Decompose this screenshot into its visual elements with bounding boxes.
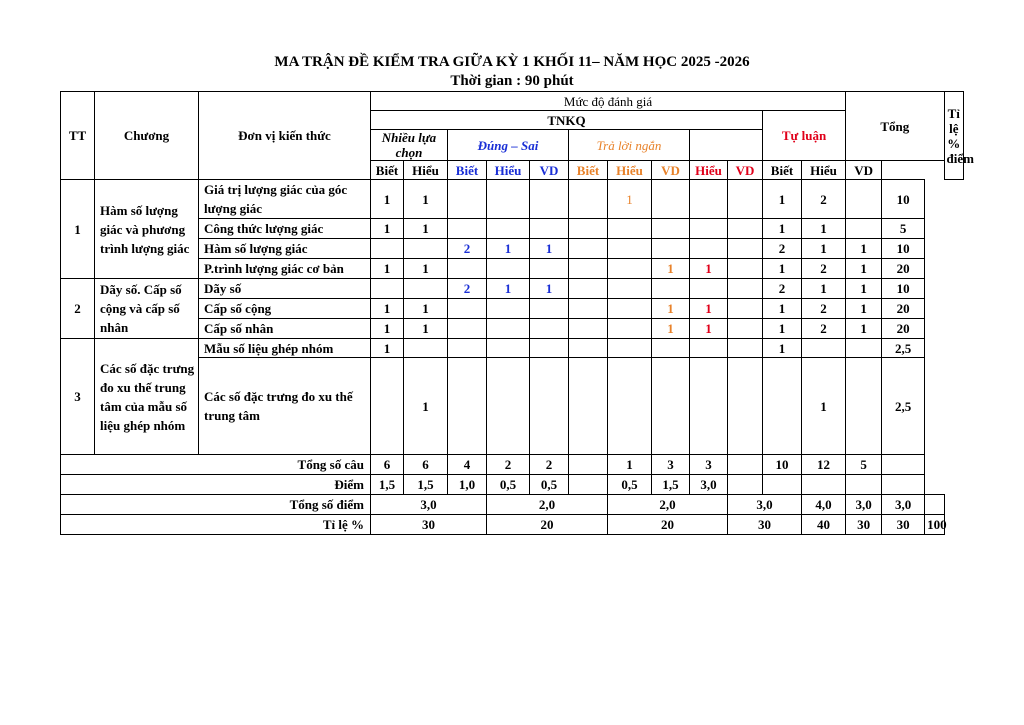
cell: 1 xyxy=(802,219,846,239)
cell xyxy=(569,358,608,455)
cell: 1 xyxy=(371,299,404,319)
cell xyxy=(608,339,652,358)
header-tu-luan: Tự luận xyxy=(763,111,846,161)
cell: 3 xyxy=(690,455,728,475)
cell xyxy=(802,339,846,358)
header-vd: VD xyxy=(530,161,569,180)
cell xyxy=(530,219,569,239)
cell: 2 xyxy=(802,299,846,319)
cell xyxy=(569,279,608,299)
cell: 2 xyxy=(763,239,802,259)
cell xyxy=(530,339,569,358)
cell: 1 xyxy=(846,259,882,279)
cell: 2,0 xyxy=(487,495,608,515)
cell: 1 xyxy=(846,239,882,259)
summary-label: Tổng số điểm xyxy=(61,495,371,515)
cell xyxy=(608,299,652,319)
cell xyxy=(608,319,652,339)
header-nhieu-lua-chon: Nhiều lựa chọn xyxy=(371,130,448,161)
cell: 10 xyxy=(882,180,925,219)
cell: 2 xyxy=(802,259,846,279)
summary-row-diem xyxy=(61,475,964,495)
assessment-matrix-table xyxy=(60,91,974,535)
cell xyxy=(728,239,763,259)
cell: 1 xyxy=(487,279,530,299)
header-vd: VD xyxy=(846,161,882,180)
cell xyxy=(802,475,846,495)
cell xyxy=(882,475,925,495)
cell xyxy=(371,358,404,455)
cell: 3,0 xyxy=(846,495,882,515)
cell xyxy=(846,219,882,239)
header-ti-le-line1: Tỉ lệ xyxy=(947,105,960,136)
cell xyxy=(371,279,404,299)
summary-row-ti-le xyxy=(61,515,964,535)
cell xyxy=(690,358,728,455)
cell xyxy=(728,219,763,239)
header-vd: VD xyxy=(652,161,690,180)
cell xyxy=(448,180,487,219)
cell xyxy=(728,455,763,475)
unit-name: Hàm số lượng giác xyxy=(199,239,371,259)
cell: 3,0 xyxy=(690,475,728,495)
cell: 1 xyxy=(404,358,448,455)
cell: 1 xyxy=(690,299,728,319)
cell xyxy=(652,358,690,455)
cell xyxy=(608,239,652,259)
header-biet: Biết xyxy=(569,161,608,180)
cell xyxy=(530,299,569,319)
cell: 0,5 xyxy=(487,475,530,495)
cell xyxy=(728,339,763,358)
summary-label: Điểm xyxy=(61,475,371,495)
cell: 1 xyxy=(690,259,728,279)
chapter-name: Dãy số. Cấp số cộng và cấp số nhân xyxy=(95,279,199,339)
table-row xyxy=(61,180,964,219)
cell: 1 xyxy=(530,239,569,259)
cell: 1 xyxy=(608,180,652,219)
cell: 30 xyxy=(728,515,802,535)
cell xyxy=(690,239,728,259)
chapter-tt: 1 xyxy=(61,180,95,279)
cell: 30 xyxy=(882,515,925,535)
summary-row-tong-so-diem xyxy=(61,495,964,515)
unit-name: Mẫu số liệu ghép nhóm xyxy=(199,339,371,358)
cell xyxy=(925,495,944,515)
cell xyxy=(371,239,404,259)
cell: 4,0 xyxy=(802,495,846,515)
cell: 1 xyxy=(802,239,846,259)
cell xyxy=(569,455,608,475)
cell: 1 xyxy=(846,279,882,299)
cell: 100 xyxy=(925,515,944,535)
header-tong: Tổng xyxy=(846,92,944,161)
cell: 1 xyxy=(404,259,448,279)
cell xyxy=(530,319,569,339)
cell xyxy=(846,339,882,358)
cell: 5 xyxy=(846,455,882,475)
cell xyxy=(763,358,802,455)
header-ti-le-line3: điểm xyxy=(946,150,974,166)
cell: 3,0 xyxy=(371,495,487,515)
cell: 1 xyxy=(487,239,530,259)
cell xyxy=(448,358,487,455)
cell: 1 xyxy=(652,259,690,279)
cell xyxy=(569,219,608,239)
cell: 1 xyxy=(608,455,652,475)
chapter-name: Hàm số lượng giác và phương trình lượng giác xyxy=(95,180,199,279)
cell xyxy=(846,180,882,219)
cell xyxy=(763,475,802,495)
cell: 1 xyxy=(763,319,802,339)
page-title: MA TRẬN ĐỀ KIỂM TRA GIỮA KỲ 1 KHỐI 11– NĂM HỌC 2025 -2026 xyxy=(274,54,750,70)
cell: 30 xyxy=(371,515,487,535)
cell: 1 xyxy=(371,219,404,239)
cell xyxy=(569,259,608,279)
header-hieu: Hiểu xyxy=(802,161,846,180)
unit-name: Cấp số cộng xyxy=(199,299,371,319)
cell: 1 xyxy=(763,339,802,358)
summary-row-tong-so-cau xyxy=(61,455,964,475)
header-chuong: Chương xyxy=(95,92,199,180)
header-ti-le-line2: % xyxy=(947,135,961,151)
cell xyxy=(530,180,569,219)
cell xyxy=(846,475,882,495)
unit-name: Các số đặc trưng đo xu thế trung tâm xyxy=(199,358,371,455)
cell xyxy=(690,339,728,358)
header-ti-le xyxy=(944,92,974,180)
cell xyxy=(530,259,569,279)
cell xyxy=(569,475,608,495)
cell xyxy=(487,299,530,319)
cell: 2 xyxy=(487,455,530,475)
cell xyxy=(882,455,925,475)
cell xyxy=(487,259,530,279)
cell: 1 xyxy=(846,319,882,339)
unit-name: Dãy số xyxy=(199,279,371,299)
cell: 2 xyxy=(530,455,569,475)
cell xyxy=(728,299,763,319)
cell: 1 xyxy=(371,339,404,358)
cell: 2 xyxy=(802,180,846,219)
cell: 1,5 xyxy=(404,475,448,495)
cell xyxy=(448,219,487,239)
table-row xyxy=(61,339,964,358)
cell: 1 xyxy=(802,279,846,299)
cell xyxy=(569,180,608,219)
cell: 3,0 xyxy=(882,495,925,515)
header-dung-sai: Đúng – Sai xyxy=(448,130,569,161)
cell: 5 xyxy=(882,219,925,239)
cell: 1 xyxy=(530,279,569,299)
cell xyxy=(487,219,530,239)
unit-name: Cấp số nhân xyxy=(199,319,371,339)
cell: 1 xyxy=(404,219,448,239)
cell xyxy=(690,279,728,299)
cell: 6 xyxy=(404,455,448,475)
cell xyxy=(728,358,763,455)
cell: 1,5 xyxy=(652,475,690,495)
chapter-tt: 3 xyxy=(61,339,95,455)
cell xyxy=(404,339,448,358)
cell xyxy=(448,299,487,319)
cell: 2,0 xyxy=(608,495,728,515)
header-don-vi: Đơn vị kiến thức xyxy=(199,92,371,180)
cell: 20 xyxy=(882,299,925,319)
header-biet: Biết xyxy=(763,161,802,180)
cell: 1,0 xyxy=(448,475,487,495)
cell xyxy=(846,358,882,455)
cell: 4 xyxy=(448,455,487,475)
cell xyxy=(448,259,487,279)
header-biet: Biết xyxy=(371,161,404,180)
cell xyxy=(569,299,608,319)
cell: 1 xyxy=(371,259,404,279)
cell: 1 xyxy=(652,319,690,339)
cell xyxy=(487,180,530,219)
page-subtitle: Thời gian : 90 phút xyxy=(450,73,574,89)
header-hieu: Hiểu xyxy=(608,161,652,180)
cell: 30 xyxy=(846,515,882,535)
cell: 20 xyxy=(882,259,925,279)
header-biet: Biết xyxy=(448,161,487,180)
cell: 1 xyxy=(690,319,728,339)
cell: 20 xyxy=(608,515,728,535)
header-tra-loi-ngan: Trả lời ngắn xyxy=(569,130,690,161)
cell: 2 xyxy=(448,279,487,299)
cell xyxy=(487,358,530,455)
cell: 3,0 xyxy=(728,495,802,515)
cell xyxy=(652,180,690,219)
cell xyxy=(569,239,608,259)
cell: 20 xyxy=(882,319,925,339)
cell xyxy=(690,219,728,239)
cell xyxy=(608,219,652,239)
cell xyxy=(652,219,690,239)
cell xyxy=(404,279,448,299)
cell: 0,5 xyxy=(608,475,652,495)
cell xyxy=(690,180,728,219)
cell: 2 xyxy=(802,319,846,339)
cell xyxy=(728,319,763,339)
cell xyxy=(608,358,652,455)
chapter-tt: 2 xyxy=(61,279,95,339)
cell xyxy=(608,279,652,299)
cell: 1 xyxy=(404,319,448,339)
chapter-name: Các số đặc trưng đo xu thế trung tâm của mẫu số liệu ghép nhóm xyxy=(95,339,199,455)
cell: 10 xyxy=(882,239,925,259)
cell: 1 xyxy=(404,299,448,319)
cell: 1,5 xyxy=(371,475,404,495)
cell xyxy=(728,180,763,219)
cell: 12 xyxy=(802,455,846,475)
cell: 1 xyxy=(371,180,404,219)
cell xyxy=(569,319,608,339)
cell: 0,5 xyxy=(530,475,569,495)
cell: 1 xyxy=(371,319,404,339)
cell: 1 xyxy=(846,299,882,319)
cell: 1 xyxy=(802,358,846,455)
cell xyxy=(728,279,763,299)
header-vd: VD xyxy=(728,161,763,180)
cell xyxy=(728,259,763,279)
cell: 6 xyxy=(371,455,404,475)
cell xyxy=(530,358,569,455)
cell xyxy=(487,319,530,339)
cell: 2,5 xyxy=(882,358,925,455)
unit-name: Công thức lượng giác xyxy=(199,219,371,239)
cell: 2 xyxy=(448,239,487,259)
summary-label: Tỉ lệ % xyxy=(61,515,371,535)
summary-label: Tổng số câu xyxy=(61,455,371,475)
header-hieu: Hiểu xyxy=(404,161,448,180)
cell xyxy=(608,259,652,279)
cell xyxy=(652,339,690,358)
cell: 40 xyxy=(802,515,846,535)
cell: 1 xyxy=(404,180,448,219)
cell xyxy=(652,279,690,299)
cell xyxy=(569,339,608,358)
cell: 1 xyxy=(763,180,802,219)
cell: 10 xyxy=(882,279,925,299)
cell: 1 xyxy=(652,299,690,319)
header-hieu: Hiểu xyxy=(487,161,530,180)
header-hieu: Hiểu xyxy=(690,161,728,180)
cell: 3 xyxy=(652,455,690,475)
cell: 1 xyxy=(763,219,802,239)
cell: 2,5 xyxy=(882,339,925,358)
cell: 10 xyxy=(763,455,802,475)
cell: 1 xyxy=(763,299,802,319)
header-tt: TT xyxy=(61,92,95,180)
cell xyxy=(728,475,763,495)
header-tnkq: TNKQ xyxy=(371,111,763,130)
cell: 20 xyxy=(487,515,608,535)
cell: 2 xyxy=(763,279,802,299)
cell xyxy=(652,239,690,259)
cell xyxy=(487,339,530,358)
cell xyxy=(448,339,487,358)
cell: 1 xyxy=(763,259,802,279)
unit-name: Giá trị lượng giác của góc lượng giác xyxy=(199,180,371,219)
table-row xyxy=(61,279,964,299)
cell xyxy=(404,239,448,259)
unit-name: P.trình lượng giác cơ bản xyxy=(199,259,371,279)
header-muc-do: Mức độ đánh giá xyxy=(371,92,846,111)
cell xyxy=(448,319,487,339)
